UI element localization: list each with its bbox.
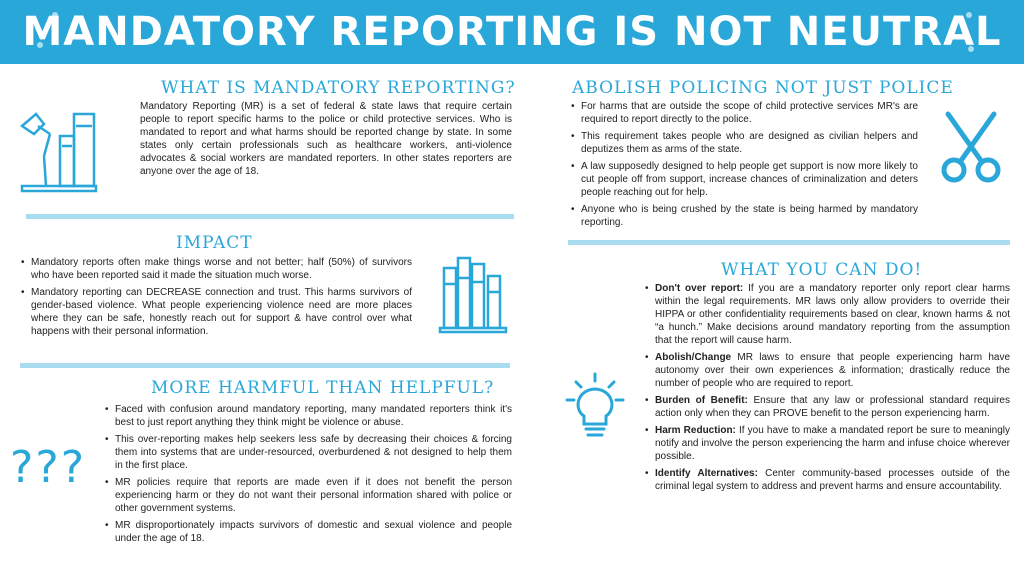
section-divider [26, 214, 514, 219]
list-item-text: If you have to make a mandated report be sure to meaningly notify and involve the person experiencing the harm and infuse choice wherever possible. [655, 425, 1011, 462]
todo-list [644, 282, 1010, 497]
header-banner [0, 0, 1024, 64]
books-icon [436, 256, 510, 334]
list-item-heading: Don't over report: [655, 283, 744, 294]
list-item-heading: Abolish/Change [655, 352, 732, 363]
desk-lamp-books-icon [18, 110, 98, 194]
list-item [644, 424, 1010, 463]
section-title-what-you-can-do: WHAT YOU CAN DO! [721, 260, 923, 280]
list-item-text: Center community-based processes outside of the criminal legal system to address and prevent harms and ensure accountability. [655, 468, 1010, 492]
what-is-body: Mandatory Reporting (MR) is a set of federal & state laws that require certain people to report specific harms to the police or child protective services. Who is mandated to report and what harms should be reported change by state. In some states only certain professionals such as healthcare workers, anti-violence advocates & social workers are mandated reporters. In other states reporters are anyone over the age of 18. [140, 101, 512, 177]
section-title-what-is: WHAT IS MANDATORY REPORTING? [161, 78, 516, 98]
section-divider [20, 363, 510, 368]
section-divider [568, 240, 1010, 245]
lightbulb-icon [564, 372, 626, 442]
list-item-text: MR laws to ensure that people experiencing harm have autonomy over their own experiences & information; drastically reduce the number of people who are required to report. [655, 352, 1010, 389]
list-item: • This over-reporting makes help seekers less safe by decreasing their choices & forcing them into systems that are under-resourced, overburdened & not designed to help them in the first place. [104, 433, 512, 472]
list-item: • Anyone who is being crushed by the state is being harmed by mandatory reporting. [570, 203, 918, 229]
list-item [644, 394, 1010, 420]
section-title-harmful: MORE HARMFUL THAN HELPFUL? [151, 378, 495, 398]
list-item-heading: Harm Reduction: [655, 425, 736, 436]
list-item [644, 282, 1010, 347]
harmful-list [104, 403, 512, 549]
list-item: • A law supposedly designed to help people get support is now more likely to cut people off from support, increase chances of criminalization and deters people reaching out for help. [570, 160, 918, 199]
question-marks-icon [10, 438, 100, 490]
list-item: • MR policies require that reports are made even if it does not benefit the person experiencing harm or they do not want their personal information shared with police or other government systems. [104, 476, 512, 515]
section-title-abolish: ABOLISH POLICING NOT JUST POLICE [572, 78, 954, 98]
list-item [644, 351, 1010, 390]
list-item: • This requirement takes people who are designed as civilian helpers and deputizes them as arms of the state. [570, 130, 918, 156]
abolish-list [570, 100, 918, 233]
list-item-text: If you are a mandatory reporter only report clear harms within the legal requirements. MR laws only allow providers to override their HIPPA or other confidentiality requirements based on clear, known harms & not “a hunch.” Make decisions around mandatory reporting from the assumption that the report will cause harm. [655, 283, 1010, 346]
svg-text:???: ??? [10, 442, 87, 490]
section-title-impact: IMPACT [176, 233, 253, 253]
list-item-heading: Identify Alternatives: [655, 468, 758, 479]
list-item: • Mandatory reporting can DECREASE connection and trust. This harms survivors of gender-based violence. What people experiencing violence need are more places where they can be safe, honestly reach out for support & have control over what happens with their personal information. [20, 286, 412, 338]
list-item-text: Ensure that any law or professional standard requires action only when they can PROVE benefit to the person experiencing harm. [655, 395, 1010, 419]
list-item: • MR disproportionately impacts survivors of domestic and sexual violence and people under the age of 18. [104, 519, 512, 545]
list-item: • Faced with confusion around mandatory reporting, many mandated reporters think it's best to just report anything they think might be violence or abuse. [104, 403, 512, 429]
list-item: • Mandatory reports often make things worse and not better; half (50%) of survivors who have been reported said it made the situation much worse. [20, 256, 412, 282]
page-title: MANDATORY REPORTING IS NOT NEUTRAL [22, 9, 1002, 55]
scissors-icon [938, 110, 1004, 186]
list-item [644, 467, 1010, 493]
impact-list [20, 256, 412, 342]
list-item-heading: Burden of Benefit: [655, 395, 748, 406]
list-item: • For harms that are outside the scope of child protective services MR's are required to report directly to the police. [570, 100, 918, 126]
